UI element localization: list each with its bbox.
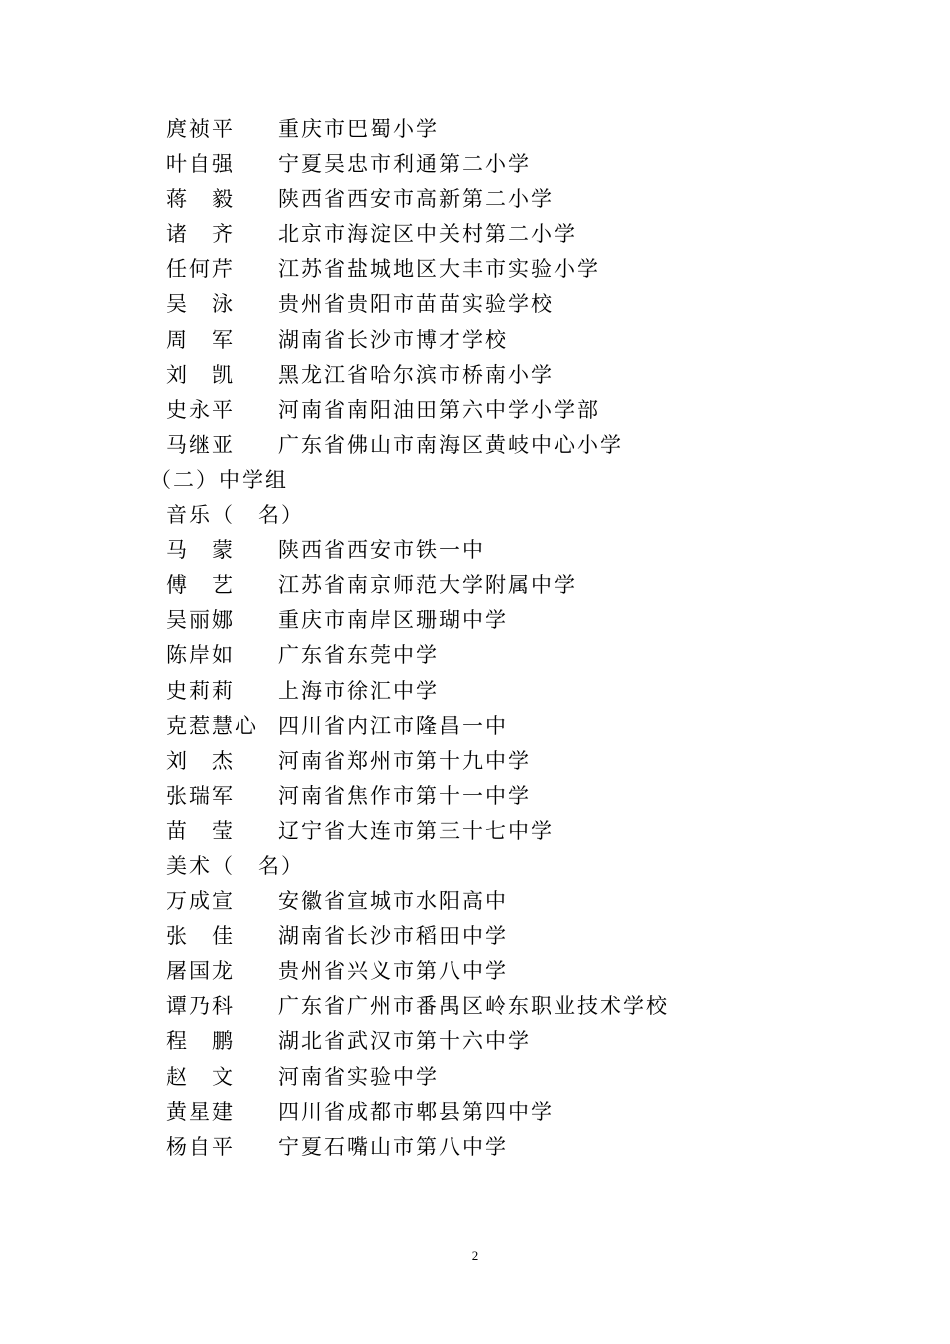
section-heading <box>0 463 950 498</box>
teacher-name: 黄星建 <box>166 1099 235 1124</box>
teacher-name: 苗 莹 <box>166 818 235 843</box>
school-name: 江苏省南京师范大学附属中学 <box>278 573 577 598</box>
list-item <box>0 568 950 603</box>
teacher-name: 庹祯平 <box>166 117 235 141</box>
teacher-name: 刘 凯 <box>166 362 235 387</box>
list-item <box>0 744 950 779</box>
teacher-name: 诸 齐 <box>166 222 235 247</box>
subsection-heading <box>0 849 950 884</box>
list-item <box>0 393 950 428</box>
list-item <box>0 779 950 814</box>
teacher-name: 陈岸如 <box>166 643 235 668</box>
school-name: 安徽省宣城市水阳高中 <box>278 889 508 914</box>
school-name: 湖南省长沙市稻田中学 <box>278 924 508 949</box>
teacher-name: 任何芹 <box>166 257 235 282</box>
teacher-name: 史永平 <box>166 397 235 422</box>
school-name: 陕西省西安市铁一中 <box>278 538 485 563</box>
list-item <box>0 954 950 989</box>
teacher-name: 克惹慧心 <box>166 713 258 738</box>
teacher-name: 周 军 <box>166 327 235 352</box>
page-number: 2 <box>471 1248 479 1263</box>
list-item <box>0 217 950 252</box>
list-item <box>0 919 950 954</box>
school-name: 宁夏吴忠市利通第二小学 <box>278 152 531 177</box>
list-item <box>0 1095 950 1130</box>
teacher-name: 吴 泳 <box>166 292 235 317</box>
school-name: 宁夏石嘴山市第八中学 <box>278 1134 508 1159</box>
school-name: 四川省成都市郫县第四中学 <box>278 1099 554 1124</box>
teacher-name: 刘 杰 <box>166 748 235 773</box>
list-item <box>0 884 950 919</box>
school-name: 黑龙江省哈尔滨市桥南小学 <box>278 362 554 387</box>
music-heading: 音乐（ 名） <box>166 503 304 528</box>
list-item <box>0 674 950 709</box>
list-item <box>0 1060 950 1095</box>
school-name: 湖南省长沙市博才学校 <box>278 327 508 352</box>
school-name: 广东省广州市番禺区岭东职业技术学校 <box>278 994 669 1019</box>
list-item <box>0 709 950 744</box>
list-item <box>0 989 950 1024</box>
teacher-name: 吴丽娜 <box>166 608 235 633</box>
list-item <box>0 1024 950 1059</box>
school-name: 四川省内江市隆昌一中 <box>278 713 508 738</box>
teacher-name: 屠国龙 <box>166 959 235 984</box>
list-item <box>0 603 950 638</box>
school-name: 上海市徐汇中学 <box>278 678 439 703</box>
school-name: 广东省佛山市南海区黄岐中心小学 <box>278 432 623 457</box>
award-list <box>0 112 950 1165</box>
middle-group-heading: （二）中学组 <box>150 467 288 492</box>
teacher-name: 张 佳 <box>166 924 235 949</box>
school-name: 河南省郑州市第十九中学 <box>278 748 531 773</box>
teacher-name: 张瑞军 <box>166 783 235 808</box>
school-name: 北京市海淀区中关村第二小学 <box>278 222 577 247</box>
list-item <box>0 287 950 322</box>
teacher-name: 叶自强 <box>166 152 235 177</box>
teacher-name: 傅 艺 <box>166 573 235 598</box>
list-item <box>0 638 950 673</box>
school-name: 重庆市南岸区珊瑚中学 <box>278 608 508 633</box>
school-name: 辽宁省大连市第三十七中学 <box>278 818 554 843</box>
list-item <box>0 533 950 568</box>
teacher-name: 蒋 毅 <box>166 187 235 212</box>
list-item <box>0 428 950 463</box>
school-name: 江苏省盐城地区大丰市实验小学 <box>278 257 600 282</box>
list-item <box>0 112 950 147</box>
list-item <box>0 147 950 182</box>
teacher-name: 万成宣 <box>166 889 235 914</box>
list-item <box>0 323 950 358</box>
school-name: 贵州省贵阳市苗苗实验学校 <box>278 292 554 317</box>
school-name: 河南省焦作市第十一中学 <box>278 783 531 808</box>
school-name: 广东省东莞中学 <box>278 643 439 668</box>
list-item <box>0 358 950 393</box>
teacher-name: 程 鹏 <box>166 1029 235 1054</box>
teacher-name: 谭乃科 <box>166 994 235 1019</box>
art-heading: 美术（ 名） <box>166 853 304 878</box>
teacher-name: 史莉莉 <box>166 678 235 703</box>
teacher-name: 马继亚 <box>166 432 235 457</box>
subsection-heading <box>0 498 950 533</box>
school-name: 河南省南阳油田第六中学小学部 <box>278 397 600 422</box>
teacher-name: 杨自平 <box>166 1134 235 1159</box>
teacher-name: 赵 文 <box>166 1064 235 1089</box>
school-name: 湖北省武汉市第十六中学 <box>278 1029 531 1054</box>
teacher-name: 马 蒙 <box>166 538 235 563</box>
list-item <box>0 1130 950 1165</box>
school-name: 河南省实验中学 <box>278 1064 439 1089</box>
list-item <box>0 182 950 217</box>
list-item <box>0 252 950 287</box>
school-name: 陕西省西安市高新第二小学 <box>278 187 554 212</box>
school-name: 贵州省兴义市第八中学 <box>278 959 508 984</box>
school-name: 重庆市巴蜀小学 <box>278 117 439 141</box>
list-item <box>0 814 950 849</box>
